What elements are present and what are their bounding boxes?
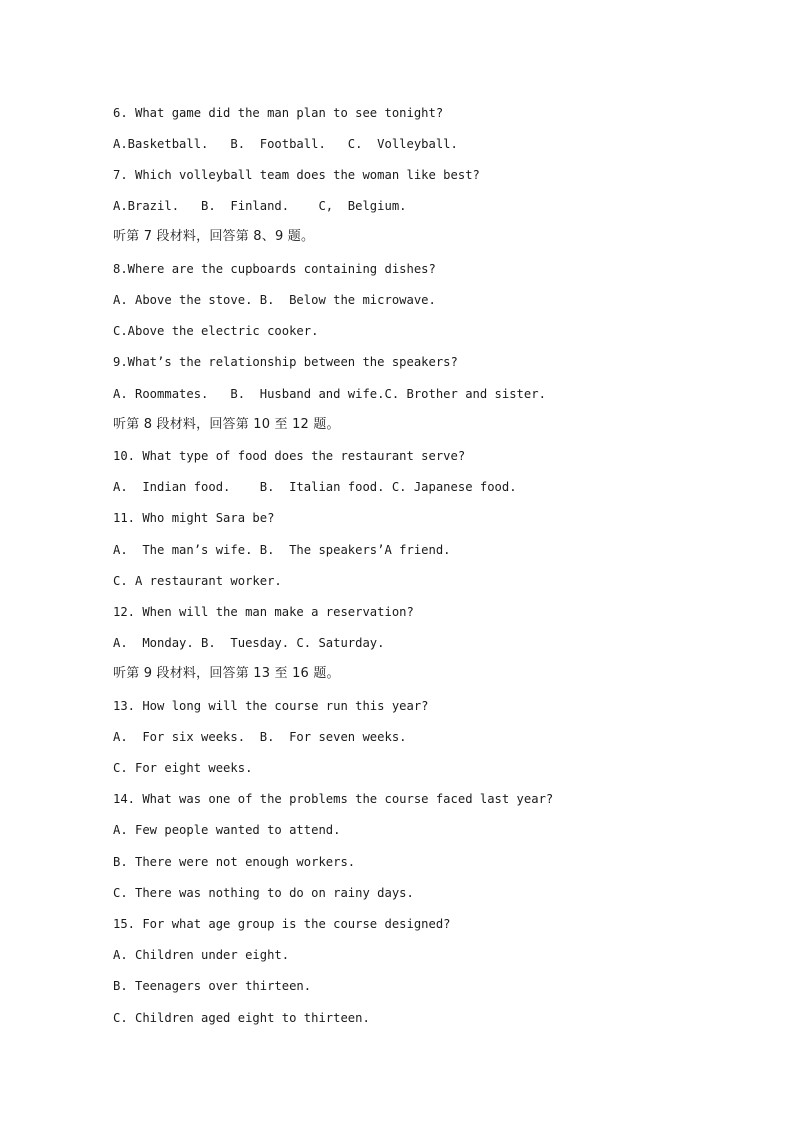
question-13-option-c: C. For eight weeks. <box>113 761 253 775</box>
question-13-options-ab: A. For six weeks. B. For seven weeks. <box>113 730 407 744</box>
section-heading-7: 听第 7 段材料，回答第 8、9 题。 <box>113 229 315 244</box>
question-14-option-b: B. There were not enough workers. <box>113 855 356 869</box>
section-heading-8: 听第 8 段材料，回答第 10 至 12 题。 <box>113 417 340 432</box>
question-12: 12. When will the man make a reservation? <box>113 605 414 619</box>
question-7: 7. Which volleyball team does the woman like best? <box>113 168 480 182</box>
question-13: 13. How long will the course run this year? <box>113 699 429 713</box>
question-8-option-c: C.Above the electric cooker. <box>113 324 319 338</box>
question-12-options: A. Monday. B. Tuesday. C. Saturday. <box>113 636 385 650</box>
section-heading-9: 听第 9 段材料，回答第 13 至 16 题。 <box>113 666 340 681</box>
question-14: 14. What was one of the problems the course faced last year? <box>113 792 554 806</box>
question-15-option-c: C. Children aged eight to thirteen. <box>113 1011 370 1025</box>
question-6-options: A.Basketball. B. Football. C. Volleyball. <box>113 137 458 151</box>
question-9: 9.What’s the relationship between the speakers? <box>113 355 458 369</box>
question-6: 6. What game did the man plan to see tonight? <box>113 106 444 120</box>
question-8-options-ab: A. Above the stove. B. Below the microwave. <box>113 293 436 307</box>
question-15-option-a: A. Children under eight. <box>113 948 290 962</box>
question-10: 10. What type of food does the restaurant serve? <box>113 449 466 463</box>
question-11: 11. Who might Sara be? <box>113 511 275 525</box>
question-7-options: A.Brazil. B. Finland. C, Belgium. <box>113 199 407 213</box>
question-15-option-b: B. Teenagers over thirteen. <box>113 979 312 993</box>
question-11-option-c: C. A restaurant worker. <box>113 574 282 588</box>
question-8: 8.Where are the cupboards containing dishes? <box>113 262 436 276</box>
question-14-option-a: A. Few people wanted to attend. <box>113 823 341 837</box>
question-10-options: A. Indian food. B. Italian food. C. Japanese food. <box>113 480 517 494</box>
question-9-options: A. Roommates. B. Husband and wife.C. Brother and sister. <box>113 387 546 401</box>
question-11-options-ab: A. The man’s wife. B. The speakers’A friend. <box>113 543 451 557</box>
question-15: 15. For what age group is the course designed? <box>113 917 451 931</box>
question-14-option-c: C. There was nothing to do on rainy days. <box>113 886 414 900</box>
